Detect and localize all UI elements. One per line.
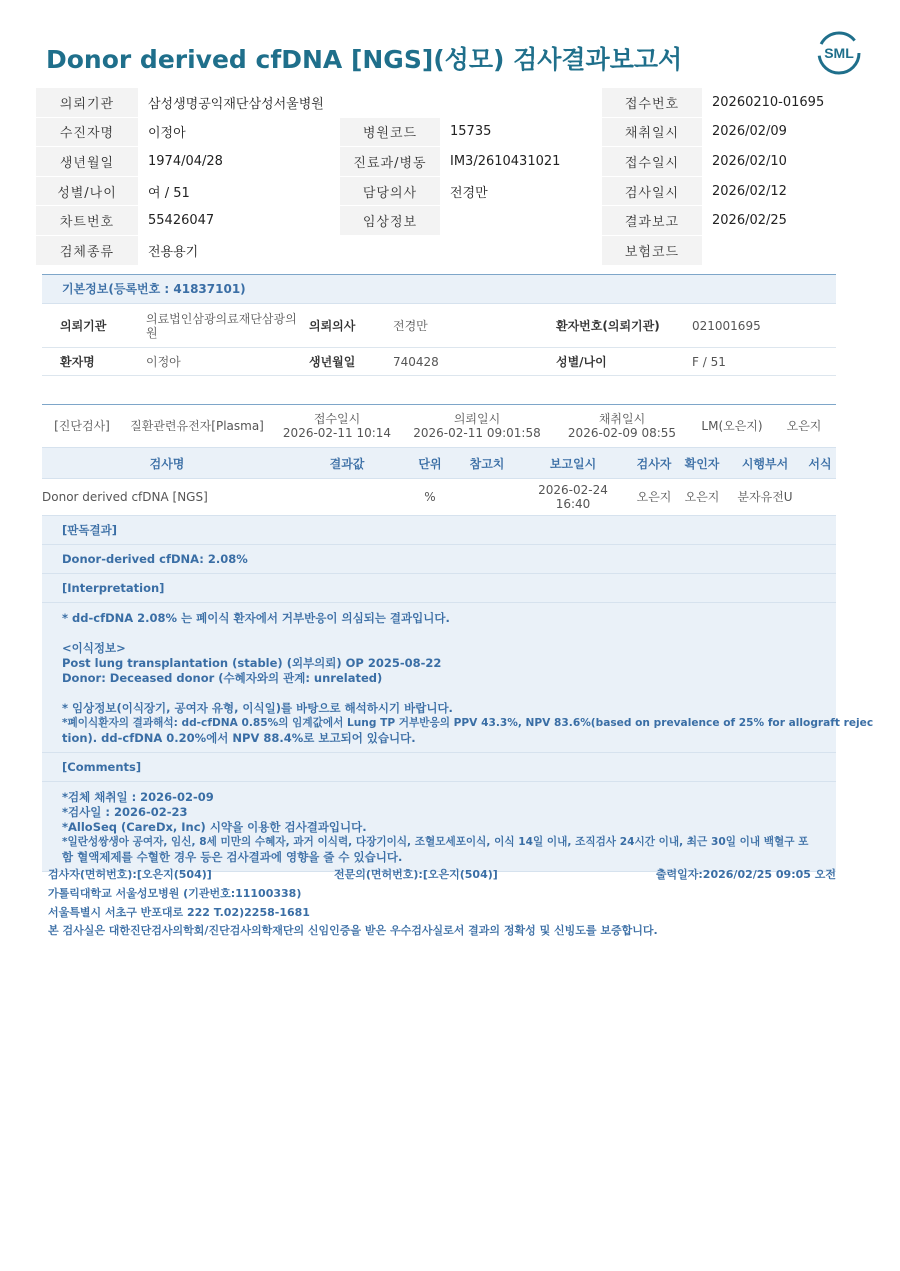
lab-name: LM(오은지) [701,419,763,433]
column-header: 검사자 [630,448,678,479]
result-test-name: Donor derived cfDNA [NGS] [42,479,292,516]
hospital-name: 가톨릭대학교 서울성모병원 (기관번호:11100338) [48,887,302,900]
interpretation-line [62,626,816,641]
header-label: 결과보고 [602,206,702,236]
comment-line: *검체 채취일 : 2026-02-09 [62,790,214,804]
basic-info-row [42,348,836,376]
patient-name-value: 이정아 [142,348,305,376]
interpretation-line [62,686,816,701]
comment-line: *일란성쌍생아 공여자, 임신, 8세 미만의 수혜자, 과거 이식력, 다장기이식, 조혈모세포이식, 이식 14일 이내, 조직검사 24시간 이내, 최근 30일 이내 백혈구 포 [62,836,809,848]
header-value: 2026/02/25 [702,206,864,236]
header-value: 여 / 51 [138,176,340,206]
header-row [36,206,864,236]
header-row [36,235,864,265]
request-datetime: 의뢰일시 2026-02-11 09:01:58 [413,412,541,440]
header-value [440,206,602,236]
header-value: 전경만 [440,176,602,206]
basic-info-table [42,304,836,376]
header-label: 채취일시 [602,117,702,147]
column-header: 시행부서 [726,448,804,479]
header-row [36,117,864,147]
doctor-label: 의뢰의사 [305,304,389,348]
header-value: 20260210-01695 [702,88,864,117]
header-value: 1974/04/28 [138,147,340,177]
interpretation-heading: [Interpretation] [42,574,836,603]
header-label: 진료과/병동 [340,147,440,177]
header-value: 2026/02/12 [702,176,864,206]
logo-text: SML [824,45,854,61]
result-value [292,479,402,516]
tester-license: 검사자(면허번호):[오은지(504)] [48,868,212,881]
certification-note: 본 검사실은 대한진단검사의학회/진단검사의학재단의 신임인증을 받은 우수검사실로서 결과의 정확성 및 신빙도를 보증합니다. [48,924,658,937]
reading-heading: [판독결과] [42,516,836,545]
comments-body [42,782,836,872]
test-category: [진단검사] [54,419,110,433]
header-label: 접수일시 [602,147,702,177]
org-value: 의료법인삼광의료재단삼광의원 [142,304,305,348]
interpretation-body [42,603,874,753]
header-label: 임상정보 [340,206,440,236]
header-value: 이정아 [138,117,340,147]
header-label: 성별/나이 [36,176,138,206]
header-value: 2026/02/09 [702,117,864,147]
result-tester: 오은지 [630,479,678,516]
header-row [36,176,864,206]
sml-logo [814,28,864,78]
patient-id-value: 021001695 [688,304,836,348]
interpretation-line: Post lung transplantation (stable) (외부의뢰) OP 2025-08-22 [62,656,442,670]
print-datetime: 출력일자:2026/02/25 09:05 오전 [655,868,836,881]
comment-line: *AlloSeq (CareDx, Inc) 시약을 이용한 검사결과입니다. [62,820,367,834]
header-value: 삼성생명공익재단삼성서울병원 [138,88,602,117]
header-value: IM3/2610431021 [440,147,602,177]
result-report-datetime: 2026-02-24 16:40 [516,479,630,516]
test-meta-table [42,405,836,447]
header-label: 병원코드 [340,117,440,147]
header-label: 검체종류 [36,235,138,265]
technician: 오은지 [786,419,822,433]
column-header: 확인자 [678,448,726,479]
patient-name-label: 환자명 [42,348,142,376]
test-group: 질환관련유전자[Plasma] [130,419,264,433]
sex-age-label: 성별/나이 [552,348,688,376]
header-label: 수진자명 [36,117,138,147]
column-header: 서식 [804,448,836,479]
comment-line: *검사일 : 2026-02-23 [62,805,188,819]
receipt-datetime: 접수일시 2026-02-11 10:14 [282,412,392,440]
header-label: 생년월일 [36,147,138,177]
comment-line: 함 혈액제제를 수혈한 경우 등은 검사결과에 영향을 줄 수 있습니다. [62,850,403,864]
basic-info-heading: 기본정보(등록번호 : 41837101) [42,275,836,304]
column-header: 보고일시 [516,448,630,479]
collect-datetime: 채취일시 2026-02-09 08:55 [567,412,677,440]
result-form [804,479,836,516]
hospital-address: 서울특별시 서초구 반포대로 222 T.02)2258-1681 [48,906,310,919]
interpretation-line: Donor: Deceased donor (수혜자와의 관계: unrelated) [62,671,383,685]
test-meta-row [42,405,836,447]
header-row [36,88,864,117]
interpretation-line: tion). dd-cfDNA 0.20%에서 NPV 88.4%로 보고되어 있습니다. [62,731,416,745]
result-table [42,479,836,516]
dob-value: 740428 [389,348,552,376]
result-confirmer: 오은지 [678,479,726,516]
header-value: 15735 [440,117,602,147]
reading-value: Donor-derived cfDNA: 2.08% [42,545,836,574]
header-label: 보험코드 [602,235,702,265]
header-value: 2026/02/10 [702,147,864,177]
header-label: 담당의사 [340,176,440,206]
header-label: 검사일시 [602,176,702,206]
result-row [42,479,836,516]
org-label: 의뢰기관 [42,304,142,348]
column-header: 검사명 [42,448,292,479]
header-table [36,88,864,266]
patient-id-label: 환자번호(의뢰기관) [552,304,688,348]
result-columns [42,447,836,479]
column-header-row [42,448,836,479]
report-title: Donor derived cfDNA [NGS](성모) 검사결과보고서 [46,45,683,74]
interpretation-line: * dd-cfDNA 2.08% 는 폐이식 환자에서 거부반응이 의심되는 결과입니다. [62,611,450,625]
sex-age-value: F / 51 [688,348,836,376]
interpretation-line: *폐이식환자의 결과해석: dd-cfDNA 0.85%의 임계값에서 Lung TP 거부반응의 PPV 43.3%, NPV 83.6%(based on prevalence of 25% for allograft rejec [62,717,874,729]
specialist-license: 전문의(면허번호):[오은지(504)] [334,868,498,881]
header-value: 전용용기 [138,235,602,265]
basic-info-row [42,304,836,348]
header-value [702,235,864,265]
dob-label: 생년월일 [305,348,389,376]
result-unit: % [402,479,458,516]
doctor-value: 전경만 [389,304,552,348]
header-label: 차트번호 [36,206,138,236]
header-value: 55426047 [138,206,340,236]
column-header: 참고치 [458,448,516,479]
interpretation-line: <이식정보> [62,641,126,655]
result-section [42,404,874,872]
comments-heading: [Comments] [42,753,836,782]
interpretation-line: * 임상정보(이식장기, 공여자 유형, 이식일)를 바탕으로 해석하시기 바랍니다. [62,701,453,715]
result-dept: 분자유전U [726,479,804,516]
column-header: 단위 [402,448,458,479]
header-row [36,147,864,177]
header-label: 접수번호 [602,88,702,117]
column-header: 결과값 [292,448,402,479]
header-label: 의뢰기관 [36,88,138,117]
basic-info-section [42,274,836,376]
result-reference [458,479,516,516]
